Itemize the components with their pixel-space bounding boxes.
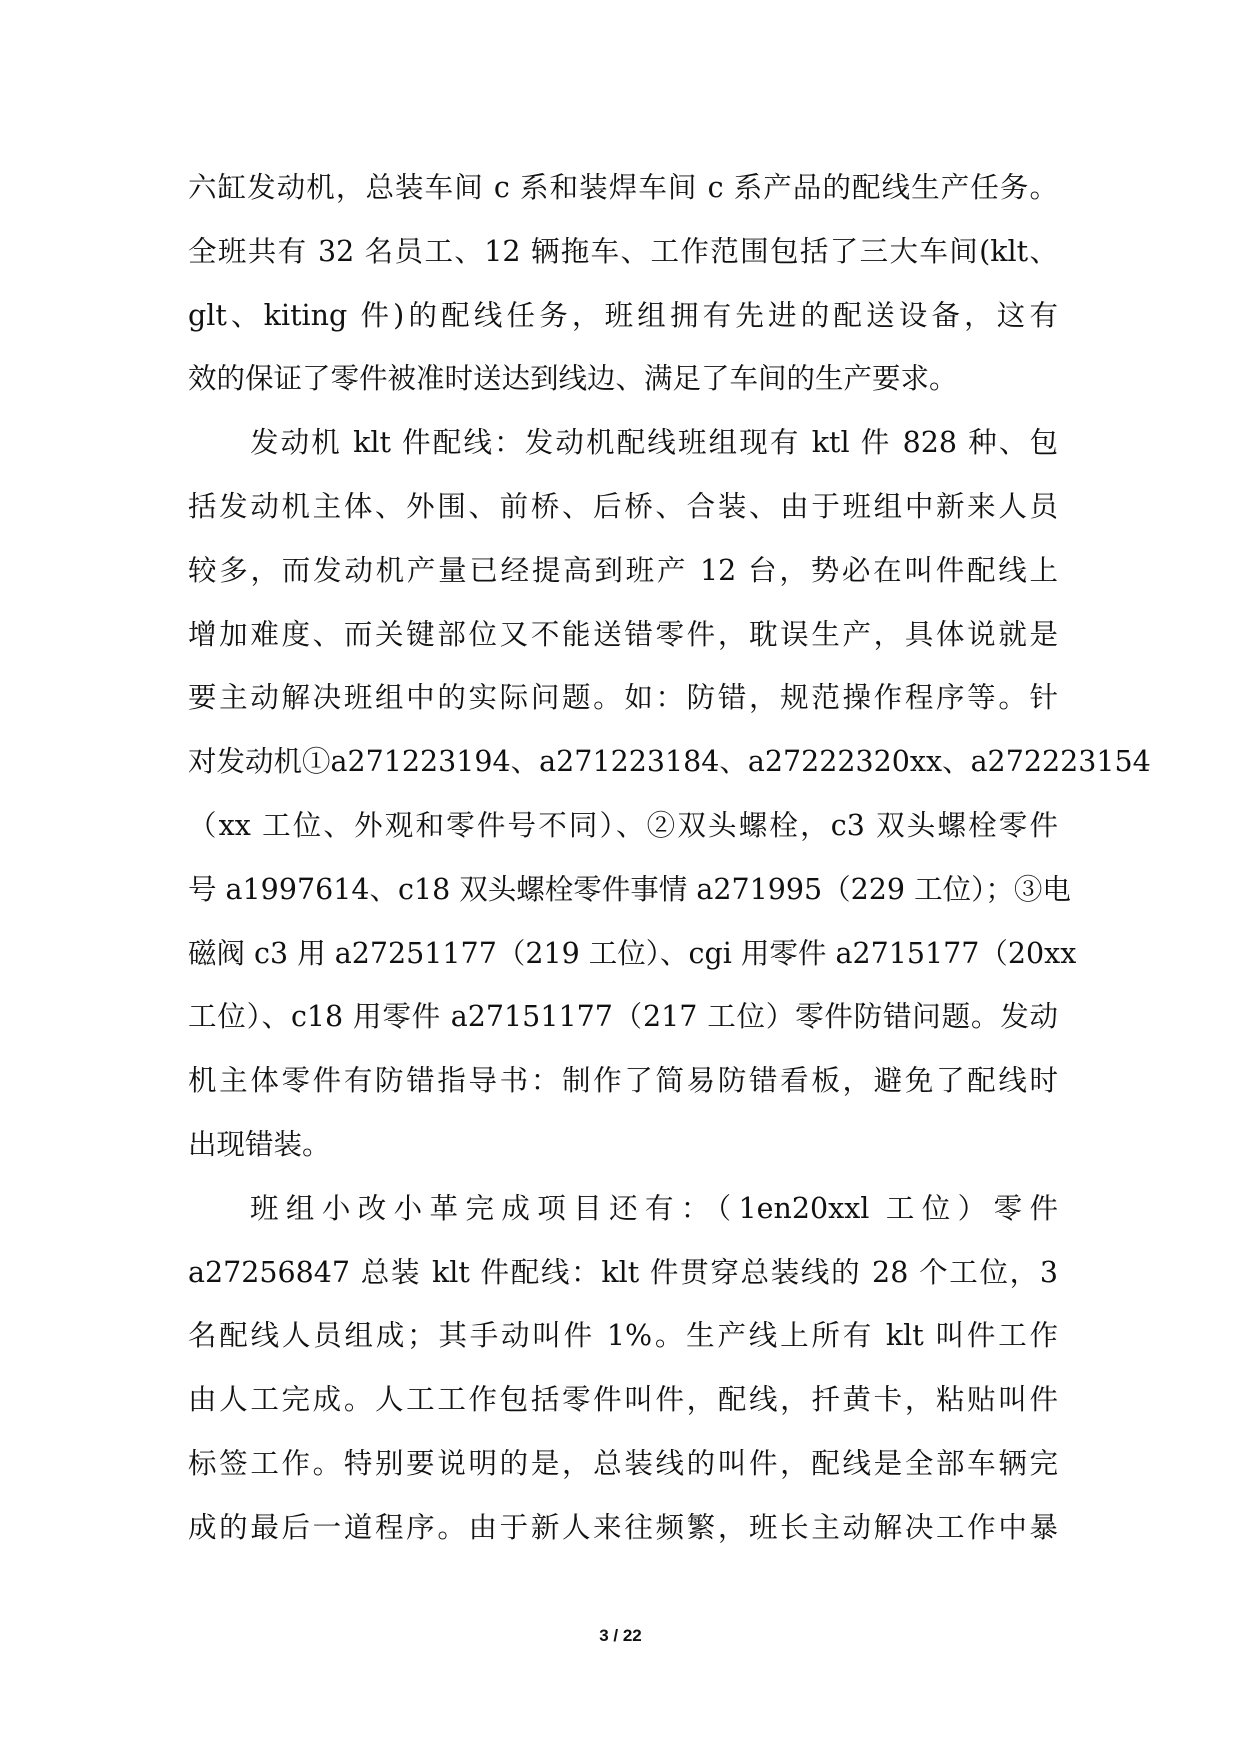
- text-line: 磁阀 c3 用 a27251177（219 工位）、cgi 用零件 a2715177（20xx: [188, 936, 1077, 970]
- text-line: glt、kiting 件)的配线任务，班组拥有先进的配送设备，这有: [188, 298, 1058, 332]
- text-line: 增加难度、而关键部位又不能送错零件，耽误生产，具体说就是: [188, 617, 1058, 651]
- text-line: 六缸发动机，总装车间 c 系和装焊车间 c 系产品的配线生产任务。: [188, 171, 1058, 204]
- text-line: 标签工作。特别要说明的是，总装线的叫件，配线是全部车辆完: [188, 1446, 1058, 1480]
- text-line: 出现错装。: [188, 1127, 331, 1161]
- text-line: 机主体零件有防错指导书：制作了简易防错看板，避免了配线时: [188, 1064, 1058, 1098]
- page-number: 3 / 22: [599, 1626, 642, 1645]
- text-line: 较多，而发动机产量已经提高到班产 12 台，势必在叫件配线上: [188, 553, 1058, 587]
- text-line: 对发动机①a271223194、a271223184、a27222320xx、a272223154: [188, 745, 1151, 779]
- text-line: 要主动解决班组中的实际问题。如：防错，规范操作程序等。针: [188, 681, 1058, 715]
- text-line: 成的最后一道程序。由于新人来往频繁，班长主动解决工作中暴: [188, 1510, 1058, 1544]
- text-line: 号 a1997614、c18 双头螺栓零件事情 a271995（229 工位）；③电: [188, 872, 1071, 906]
- text-line: （xx 工位、外观和零件号不同）、②双头螺栓，c3 双头螺栓零件: [188, 808, 1058, 842]
- text-line: 全班共有 32 名员工、12 辆拖车、工作范围包括了三大车间(klt、: [188, 234, 1058, 268]
- paragraph-first-line: 班组小改小革完成项目还有：（1en20xxl 工位）零件: [250, 1191, 1058, 1225]
- text-line: 名配线人员组成；其手动叫件 1%。生产线上所有 klt 叫件工作: [188, 1319, 1058, 1353]
- text-line: 工位）、c18 用零件 a27151177（217 工位）零件防错问题。发动: [188, 1000, 1058, 1034]
- text-line: 括发动机主体、外围、前桥、后桥、合装、由于班组中新来人员: [188, 489, 1058, 523]
- text-line: 效的保证了零件被准时送达到线边、满足了车间的生产要求。: [188, 362, 958, 396]
- text-line: 由人工完成。人工工作包括零件叫件，配线，扦黄卡，粘贴叫件: [188, 1383, 1058, 1417]
- text-line: a27256847 总装 klt 件配线：klt 件贯穿总装线的 28 个工位，3: [188, 1255, 1058, 1289]
- paragraph-first-line: 发动机 klt 件配线：发动机配线班组现有 ktl 件 828 种、包: [250, 426, 1058, 460]
- body-text: [188, 156, 1151, 1560]
